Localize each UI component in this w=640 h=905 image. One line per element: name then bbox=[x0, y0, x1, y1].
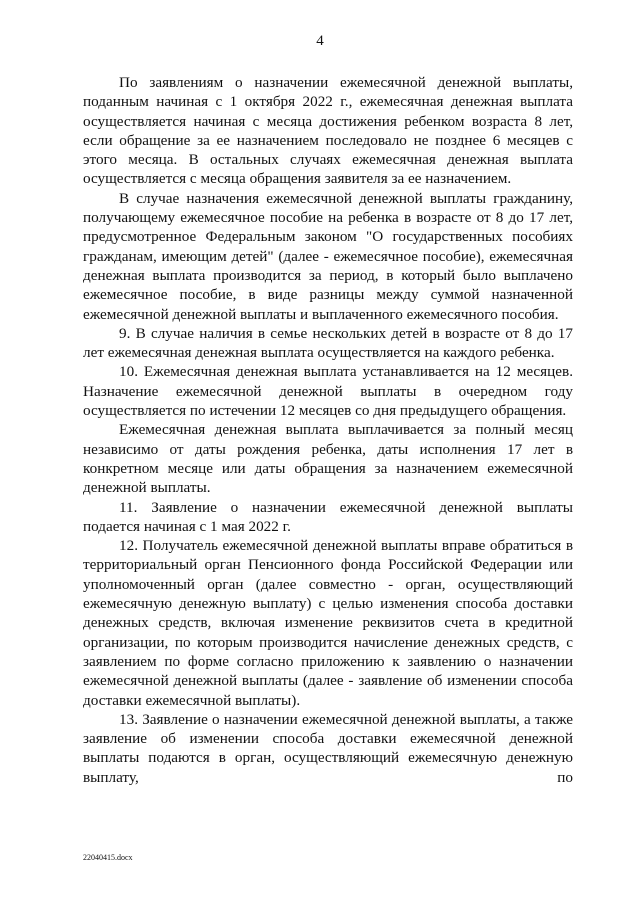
page-number: 4 bbox=[316, 33, 324, 49]
footer-filename: 22040415.docx bbox=[83, 853, 133, 862]
paragraph-full-month-payment: Ежемесячная денежная выплата выплачивается за полный месяц независимо от даты рождения ребенка, даты исполнения 17 лет в конкретном месяце или даты обращения за назначением ежемесячной денежной выплаты. bbox=[83, 421, 573, 497]
paragraph-item-11: 11. Заявление о назначении ежемесячной денежной выплаты подается начиная с 1 мая 2022 г. bbox=[83, 498, 573, 535]
paragraph-payment-difference: В случае назначения ежемесячной денежной выплаты гражданину, получающему ежемесячное пособие на ребенка в возрасте от 8 до 17 лет, предусмотренное Федеральным законом "О государственных пособиях гражданам, имеющим детей" (далее - ежемесячное пособие), ежемесячная денежная выплата производится за период, в который было выплачено ежемесячное пособие, в виде разницы между суммой назначенной ежемесячной денежной выплаты и выплаченного ежемесячного пособия. bbox=[83, 189, 573, 323]
paragraph-item-9: 9. В случае наличия в семье нескольких детей в возрасте от 8 до 17 лет ежемесячная денежная выплата осуществляется на каждого ребенка. bbox=[83, 324, 573, 362]
document-body bbox=[83, 73, 573, 787]
paragraph-item-13: 13. Заявление о назначении ежемесячной денежной выплаты, а также заявление об изменении способа доставки ежемесячной денежной выплаты подаются в орган, осуществляющий ежемесячную денежную выплату, по bbox=[83, 710, 573, 786]
paragraph-item-10: 10. Ежемесячная денежная выплата устанавливается на 12 месяцев. Назначение ежемесячной денежной выплаты в очередном году осуществляется по истечении 12 месяцев со дня предыдущего обращения. bbox=[83, 363, 573, 420]
paragraph-item-12: 12. Получатель ежемесячной денежной выплаты вправе обратиться в территориальный орган Пенсионного фонда Российской Федерации или уполномоченный орган (далее совместно - орган, осуществляющий ежемесячную денежную выплату) с целью изменения способа доставки денежных средств, включая изменение реквизитов счета в кредитной организации, по которым производится начисление денежных средств, с заявлением по форме согласно приложению к заявлению о назначении ежемесячной денежной выплаты (далее - заявление об изменении способа доставки ежемесячной выплаты). bbox=[83, 537, 573, 709]
paragraph-monthly-payment-start: По заявлениям о назначении ежемесячной денежной выплаты, поданным начиная с 1 октября 2022 г., ежемесячная денежная выплата осуществляется начиная с месяца достижения ребенком возраста 8 лет, если обращение за ее назначением последовало не позднее 6 месяцев с этого месяца. В остальных случаях ежемесячная денежная выплата осуществляется с месяца обращения заявителя за ее назначением. bbox=[83, 74, 573, 188]
